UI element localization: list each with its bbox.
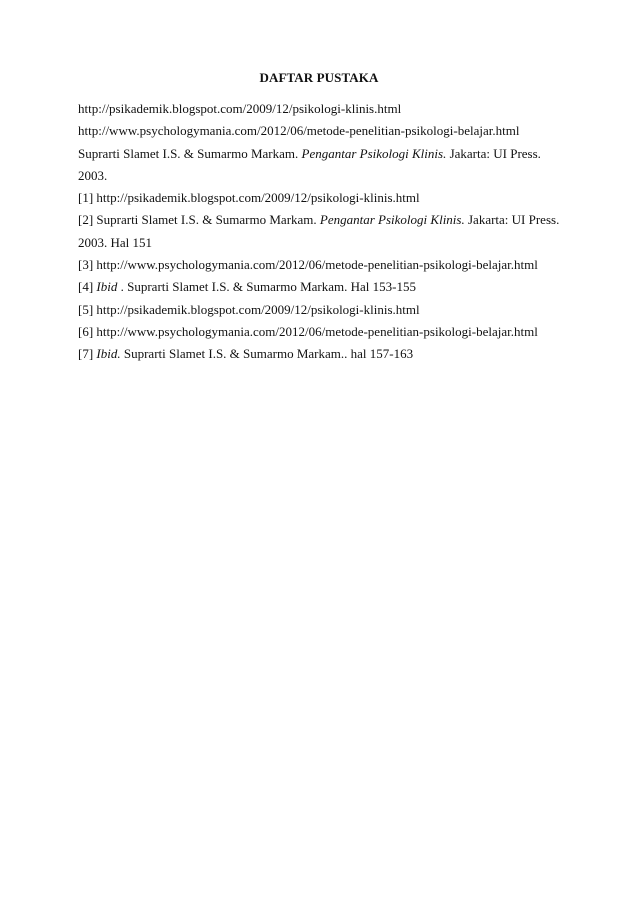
reference-text: [5] http://psikademik.blogspot.com/2009/12/psikologi-klinis.html — [78, 301, 420, 317]
reference-text: [3] http://www.psychologymania.com/2012/06/metode-penelitian-psikologi-belajar.html — [78, 257, 538, 273]
reference-text-after: Jakarta: UI Press. — [464, 212, 560, 228]
reference-text: [6] http://www.psychologymania.com/2012/06/metode-penelitian-psikologi-belajar.html — [78, 323, 538, 339]
page-title: DAFTAR PUSTAKA — [259, 70, 379, 85]
reference-italic: Pengantar Psikologi Klinis. — [301, 145, 447, 161]
reference-text: http://psikademik.blogspot.com/2009/12/psikologi-klinis.html — [78, 101, 402, 116]
reference-line — [78, 98, 578, 120]
reference-italic: Ibid. — [96, 346, 121, 362]
reference-line — [78, 343, 578, 365]
reference-text: 2003. Hal 151 — [78, 234, 153, 250]
reference-line — [78, 187, 578, 209]
reference-text-after: Suprarti Slamet I.S. & Sumarmo Markam.. hal 157-163 — [120, 346, 414, 362]
reference-italic: Ibid — [96, 279, 118, 295]
reference-text: [7] — [78, 346, 97, 362]
reference-text: 2003. — [78, 167, 108, 183]
reference-text-after: . Suprarti Slamet I.S. & Sumarmo Markam. Hal 153-155 — [117, 279, 416, 295]
reference-text: Suprarti Slamet I.S. & Sumarmo Markam. — [78, 145, 302, 161]
reference-line — [78, 143, 578, 165]
reference-line — [78, 299, 578, 321]
reference-text-after: Jakarta: UI Press. — [446, 145, 541, 161]
reference-line — [78, 254, 578, 276]
reference-italic: Pengantar Psikologi Klinis. — [319, 212, 465, 228]
reference-line — [78, 232, 578, 254]
reference-text: [2] Suprarti Slamet I.S. & Sumarmo Markam. — [78, 212, 320, 228]
reference-line — [78, 165, 578, 187]
reference-line — [78, 120, 578, 142]
reference-list — [78, 98, 578, 366]
reference-text: [1] http://psikademik.blogspot.com/2009/12/psikologi-klinis.html — [78, 190, 420, 206]
reference-line — [78, 209, 578, 231]
reference-line — [78, 276, 578, 298]
reference-text: http://www.psychologymania.com/2012/06/metode-penelitian-psikologi-belajar.html — [78, 123, 520, 139]
reference-text: [4] — [78, 279, 97, 295]
reference-line — [78, 321, 578, 343]
